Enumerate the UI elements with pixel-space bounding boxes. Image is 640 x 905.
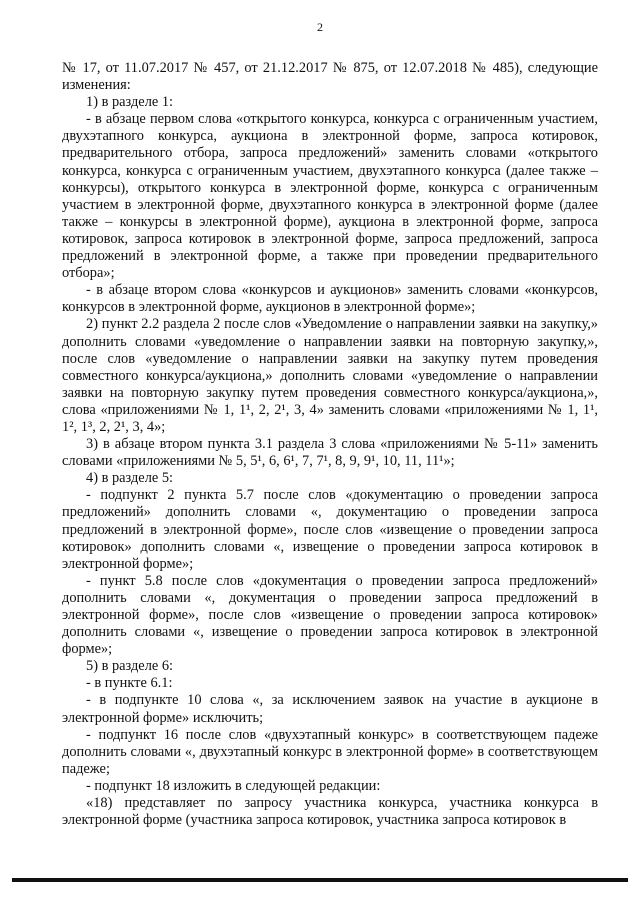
paragraph-item: - подпункт 18 изложить в следующей редакции:	[86, 777, 381, 794]
paragraph-continuation: № 17, от 11.07.2017 № 457, от 21.12.2017 № 875, от 12.07.2018 № 485), следующие изменения:	[62, 60, 598, 94]
bottom-divider	[12, 878, 628, 882]
paragraph-item: - в подпункте 10 слова «, за исключением заявок на участие в аукционе в электронной форме» исключить;	[62, 692, 598, 726]
paragraph-item: - подпункт 16 после слов «двухэтапный конкурс» в соответствующем падеже дополнить словами «, двухэтапный конкурс в электронной форме» в соответствующем падеже;	[62, 726, 598, 777]
paragraph-item: - пункт 5.8 после слов «документация о проведении запроса предложений» дополнить словами «, документация о проведении запроса предложений в электронной форме», после слов «извещение о проведении запроса котировок» дополнить словами «, извещение о проведении запроса котировок в электронной форме»;	[62, 572, 598, 658]
paragraph-item: - в пункте 6.1:	[86, 675, 173, 692]
page-number: 2	[317, 20, 323, 34]
paragraph-item: «18) представляет по запросу участника конкурса, участника конкурса в электронной форме (участника запроса котировок, участника запроса котировок в	[62, 795, 598, 829]
paragraph-section-1: 1) в разделе 1:	[86, 94, 174, 111]
paragraph-item: - в абзаце первом слова «открытого конкурса, конкурса с ограниченным участием, двухэтапного конкурса, аукциона в электронной форме, запроса котировок, предварительного отбора, запроса предложений» заменить словами «открытого конкурса, конкурса с ограниченным участием, двухэтапного конкурса (далее также – конкурсы), открытого конкурса в электронной форме, конкурса с ограниченным участием в электронной форме, двухэтапного конкурса в электронной форме (далее также – конкурсы в электронной форме), аукциона в электронной форме, запроса котировок, запроса котировок в электронной форме, запроса предложений, запроса предложений в электронной форме, а также при проведении предварительного отбора»;	[62, 111, 598, 282]
paragraph-item: - подпункт 2 пункта 5.7 после слов «документацию о проведении запроса предложений» дополнить словами «, документацию о проведении запроса предложений в электронной форме», после слов «извещение о проведении запроса котировок» дополнить словами «, извещение о проведении запроса котировок в электронной форме»;	[62, 487, 598, 572]
paragraph-section-5: 4) в разделе 5:	[86, 470, 174, 487]
paragraph-section-6: 5) в разделе 6:	[86, 658, 174, 675]
paragraph-item: 2) пункт 2.2 раздела 2 после слов «Уведомление о направлении заявки на закупку,» дополнить словами «уведомление о направлении заявки на повторную закупку,», после слов «уведомление о направлении заявки на закупку путем проведения совместного конкурса/аукциона,» дополнить словами «уведомление о направлении заявки на повторную закупку путем проведения совместного конкурса/аукциона,», слова «приложениями № 1, 1¹, 2, 2¹, 3, 4» заменить словами «приложениями № 1, 1¹, 1², 1³, 2, 2¹, 3, 4»;	[62, 316, 598, 435]
paragraph-item: - в абзаце втором слова «конкурсов и аукционов» заменить словами «конкурсов, конкурсов в электронной форме, аукционов в электронной форме»;	[62, 282, 598, 316]
paragraph-item: 3) в абзаце втором пункта 3.1 раздела 3 слова «приложениями № 5-11» заменить словами «приложениями № 5, 5¹, 6, 6¹, 7, 7¹, 8, 9, 9¹, 10, 11, 11¹»;	[62, 436, 598, 470]
document-body	[62, 60, 598, 829]
